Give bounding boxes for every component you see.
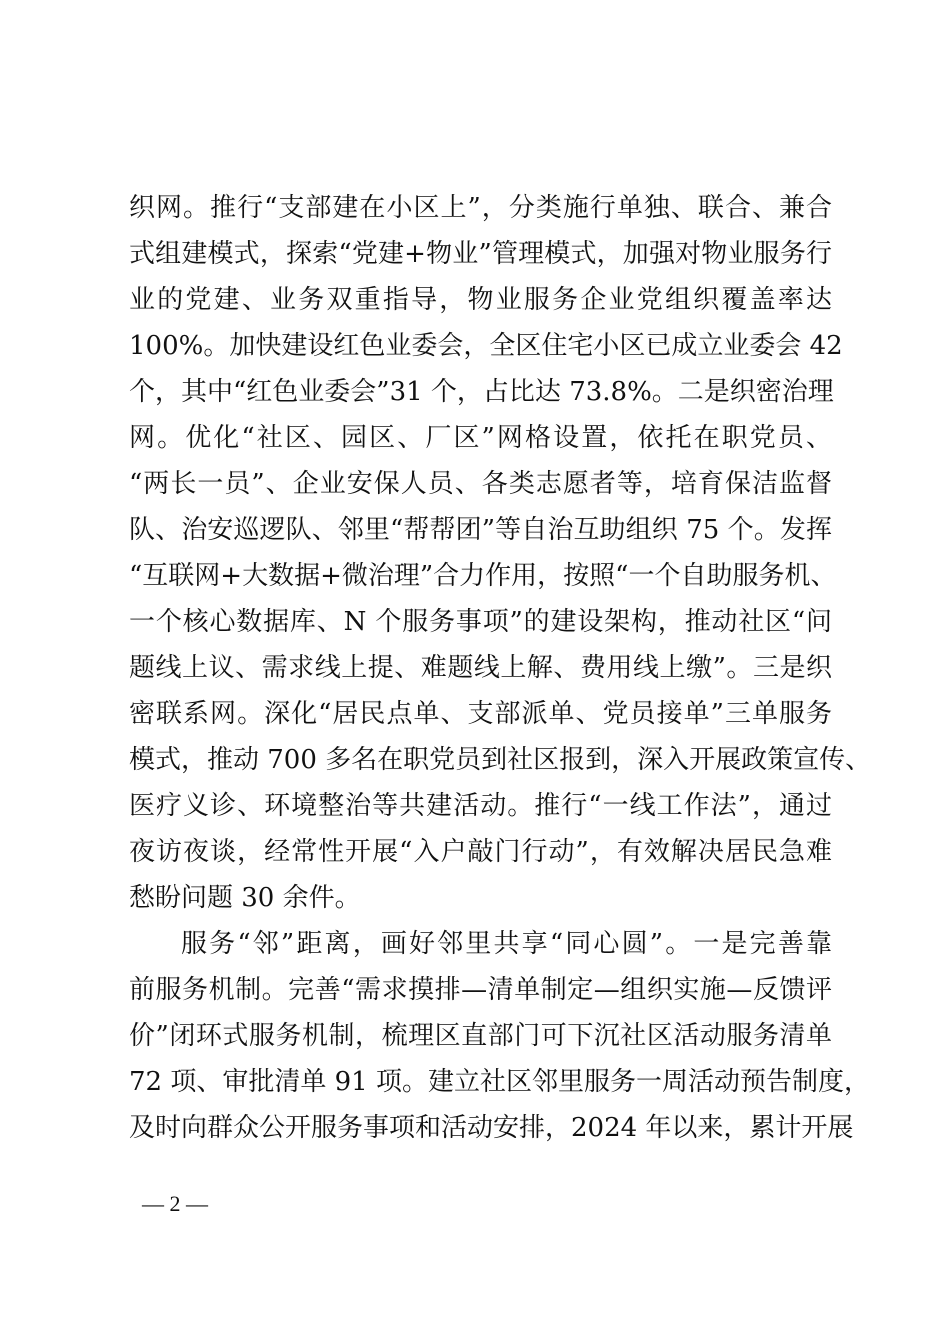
text-line: 服务“邻”距离，画好邻里共享“同心圆”。一是完善靠 [181, 929, 832, 959]
text-line: 72 项、审批清单 91 项。建立社区邻里服务一周活动预告制度， [129, 1067, 870, 1097]
text-line: 夜访夜谈，经常性开展“入户敲门行动”，有效解决居民急难 [129, 837, 832, 867]
text-line: 个，其中“红色业委会”31 个，占比达 73.8%。二是织密治理 [129, 377, 834, 407]
text-line: 密联系网。深化“居民点单、支部派单、党员接单”三单服务 [129, 699, 832, 729]
text-line: 网。优化“社区、园区、厂区”网格设置，依托在职党员、 [129, 423, 832, 453]
text-line: 织网。推行“支部建在小区上”，分类施行单独、联合、兼合 [129, 193, 832, 223]
text-line: 业的党建、业务双重指导，物业服务企业党组织覆盖率达 [129, 285, 832, 315]
text-line: 医疗义诊、环境整治等共建活动。推行“一线工作法”，通过 [129, 791, 832, 821]
text-line: 队、治安巡逻队、邻里“帮帮团”等自治互助组织 75 个。发挥 [129, 515, 832, 545]
text-line: 及时向群众公开服务事项和活动安排，2024 年以来，累计开展 [129, 1113, 854, 1143]
text-line: “互联网+大数据+微治理”合力作用，按照“一个自助服务机、 [129, 561, 837, 591]
text-line: 题线上议、需求线上提、难题线上解、费用线上缴”。三是织 [129, 653, 832, 683]
text-line: 模式，推动 700 多名在职党员到社区报到，深入开展政策宣传、 [129, 745, 872, 775]
text-line: 式组建模式，探索“党建+物业”管理模式，加强对物业服务行 [129, 239, 832, 269]
text-line: 一个核心数据库、N 个服务事项”的建设架构，推动社区“问 [129, 607, 832, 637]
text-line: “两长一员”、企业安保人员、各类志愿者等，培育保洁监督 [129, 469, 832, 499]
text-line: 100%。加快建设红色业委会，全区住宅小区已成立业委会 42 [129, 331, 843, 361]
text-line: 前服务机制。完善“需求摸排—清单制定—组织实施—反馈评 [129, 975, 832, 1005]
text-line: 愁盼问题 30 余件。 [129, 883, 361, 913]
text-line: 价”闭环式服务机制，梳理区直部门可下沉社区活动服务清单 [129, 1021, 832, 1051]
page-number: — 2 — [142, 1191, 208, 1216]
